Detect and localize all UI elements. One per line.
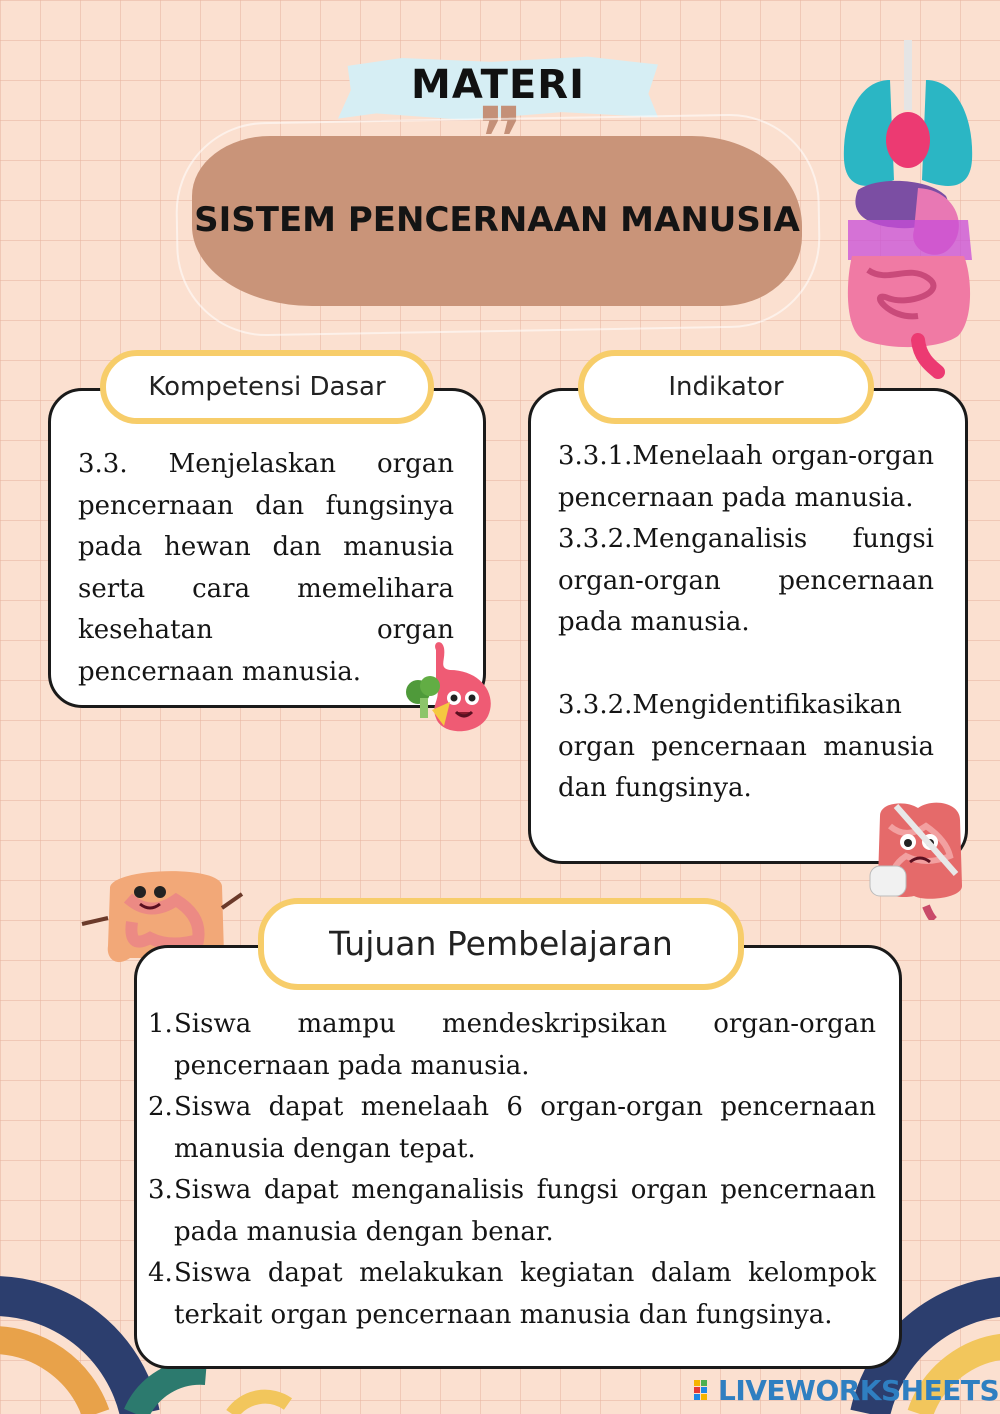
- tujuan-item-text: Siswa mampu mendeskripsikan organ-organ pencernaan pada manusia.: [174, 1009, 876, 1081]
- tujuan-item-text: Siswa dapat menelaah 6 organ-organ pencernaan manusia dengan tepat.: [174, 1092, 876, 1164]
- indikator-item: 3.3.1.Menelaah organ-organ pencernaan pada manusia.: [558, 441, 934, 513]
- list-item: 3. Siswa dapat menganalisis fungsi organ pencernaan pada manusia dengan benar.: [148, 1170, 876, 1253]
- tujuan-list: [148, 1004, 876, 1336]
- materi-heading: MATERI: [411, 62, 585, 108]
- indikator-item: 3.3.2.Mengidentifikasikan organ pencernaan manusia dan fungsinya.: [558, 690, 934, 803]
- digestive-system-icon: [838, 40, 978, 380]
- indikator-list: [558, 436, 934, 810]
- list-item: 1. Siswa mampu mendeskripsikan organ-organ pencernaan pada manusia.: [148, 1004, 876, 1087]
- kompetensi-dasar-label: Kompetensi Dasar: [100, 350, 434, 424]
- kompetensi-dasar-text: 3.3. Menjelaskan organ pencernaan dan fungsinya pada hewan dan manusia serta cara memelihara kesehatan organ pencernaan manusia.: [78, 449, 454, 687]
- stomach-mascot-icon: [402, 640, 506, 740]
- liveworksheets-logo-icon: [694, 1380, 714, 1400]
- indikator-label: Indikator: [578, 350, 874, 424]
- indikator-item: 3.3.2.Menganalisis fungsi organ-organ pencernaan pada manusia.: [558, 524, 934, 637]
- intestine-bandaged-mascot-icon: [866, 796, 970, 920]
- list-item: 2. Siswa dapat menelaah 6 organ-organ pencernaan manusia dengan tepat.: [148, 1087, 876, 1170]
- tujuan-item-text: Siswa dapat melakukan kegiatan dalam kelompok terkait organ pencernaan manusia dan fungsinya.: [174, 1258, 876, 1330]
- page-title: SISTEM PENCERNAAN MANUSIA: [194, 200, 800, 240]
- watermark-text: LIVEWORKSHEETS: [718, 1374, 1000, 1407]
- tujuan-pembelajaran-label: Tujuan Pembelajaran: [258, 898, 744, 990]
- list-item: 4. Siswa dapat melakukan kegiatan dalam kelompok terkait organ pencernaan manusia dan fungsinya.: [148, 1253, 876, 1336]
- tujuan-item-text: Siswa dapat menganalisis fungsi organ pencernaan pada manusia dengan benar.: [174, 1175, 876, 1247]
